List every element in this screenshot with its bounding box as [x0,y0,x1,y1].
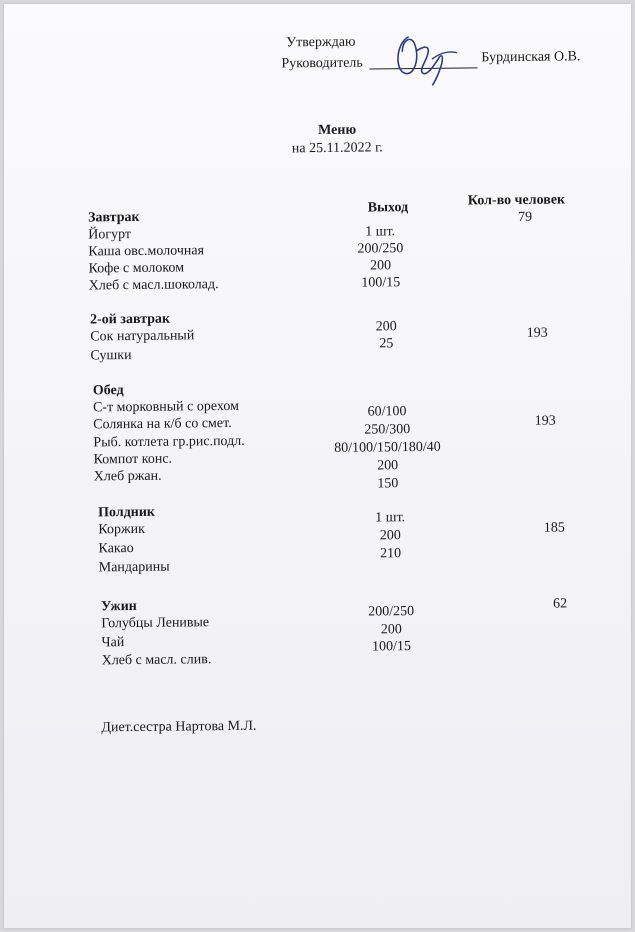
people-count: 62 [553,596,568,612]
dish-output: 200 [375,319,397,335]
dish-name: Йогурт [88,227,132,243]
dish-output: 100/15 [361,275,401,291]
dish-name: Коржик [98,521,145,538]
dish-output: 200/250 [368,604,415,620]
section-title: Завтрак [87,209,140,226]
section-title: Полдник [98,504,156,521]
page-title: Меню [318,122,357,139]
dish-name: Компот конс. [93,451,173,468]
dietitian-signature: Диет.сестра Нартова М.Л. [101,718,257,736]
dish-output: 100/15 [372,639,412,655]
dish-output: 1 шт. [365,224,396,240]
section-title: Обед [92,383,124,399]
dish-name: Каша овс.молочная [88,243,205,260]
dish-name: Какао [98,541,134,557]
section-title: 2-ой завтрак [90,311,171,328]
dish-output: 200 [379,528,401,544]
people-count: 193 [534,413,556,429]
dish-name: С-т морковный с орехом [92,398,239,416]
section-title: Ужин [101,598,137,615]
section-lunch [92,377,631,492]
people-count: 79 [517,209,533,225]
people-count: 193 [526,325,548,341]
signature-icon [388,29,459,88]
dish-output: 150 [377,476,399,492]
dish-output: 1 шт. [375,510,406,526]
approval-name: Бурдинская О.В. [481,49,581,66]
section-afternoon-snack [98,499,631,576]
dish-output: 200 [380,622,402,638]
dish-output: 200 [377,458,399,474]
dish-name: Рыб. котлета гр.рис.подл. [93,433,245,451]
dish-name: Сушки [90,348,132,364]
approval-label: Утверждаю [286,34,356,51]
dish-name: Хлеб с масл. слив. [101,652,212,669]
dish-output: 60/100 [367,404,407,420]
dish-output: 80/100/150/180/40 [334,439,441,456]
dish-name: Чай [101,635,125,651]
dish-name: Сок натуральный [90,328,195,345]
section-dinner [101,592,631,669]
column-header-output: Выход [367,200,409,216]
menu-document [4,4,631,928]
dish-name: Хлеб с масл.шоколад. [88,277,219,294]
menu-date: на 25.11.2022 г. [291,140,383,157]
section-second-breakfast [90,306,631,364]
column-header-people: Кол-во человек [467,192,566,209]
dish-output: 200 [369,258,392,274]
paper-sheet [4,4,631,928]
approval-role: Руководитель [281,55,363,72]
dish-output: 250/300 [364,422,411,438]
dish-name: Хлеб ржан. [93,468,162,485]
dish-name: Голубцы Ленивые [101,615,210,632]
dish-output: 25 [379,336,394,352]
dish-name: Кофе с молоком [88,260,185,277]
dish-name: Мандарины [98,559,170,576]
dish-output: 200/250 [357,241,404,257]
dish-output: 210 [379,546,402,562]
people-count: 185 [543,520,565,536]
dish-name: Солянка на к/б со смет. [93,415,232,433]
